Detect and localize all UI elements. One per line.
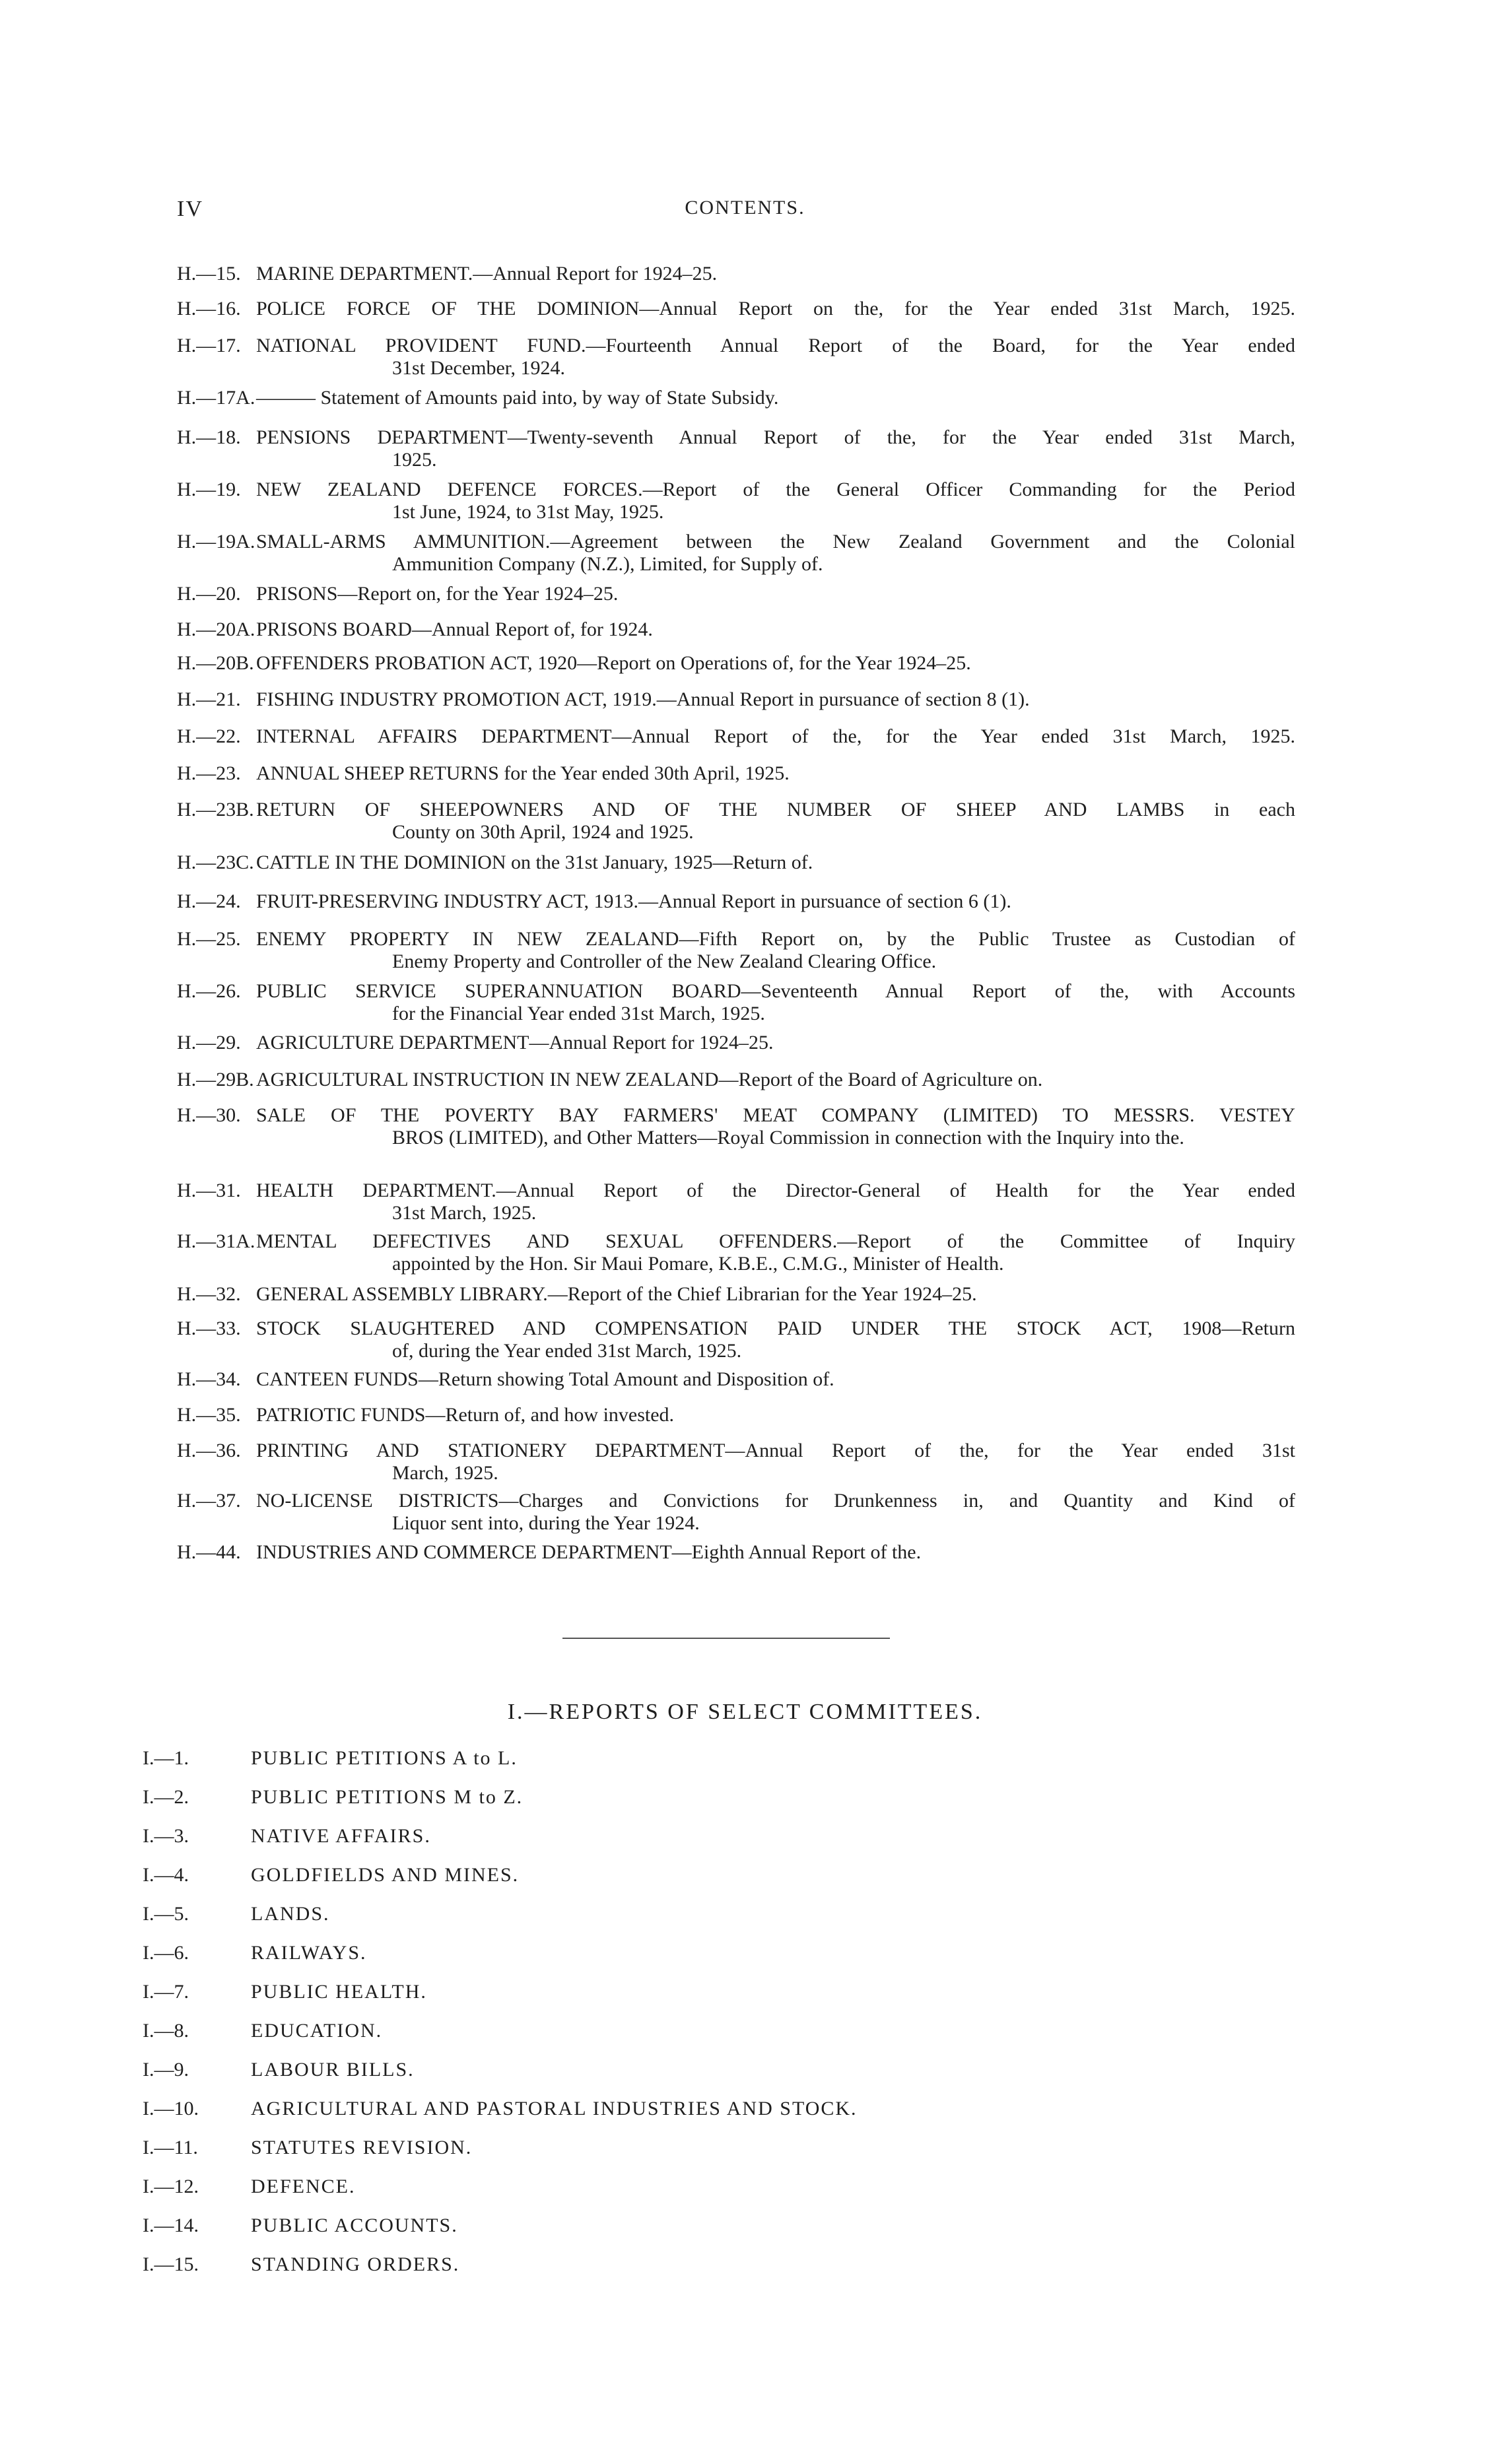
- entry-title: PRINTING AND STATIONERY DEPARTMENT—Annual Report of the, for the Year ended 31st: [256, 1440, 1295, 1461]
- section-title: I.—REPORTS OF SELECT COMMITTEES.: [507, 1700, 983, 1724]
- entry-continuation: 1st June, 1924, to 31st May, 1925.: [392, 501, 664, 523]
- entry-code: H.—20A.: [177, 618, 255, 640]
- entry-title: ANNUAL SHEEP RETURNS for the Year ended 30th April, 1925.: [256, 762, 790, 784]
- entry-title: NATIVE AFFAIRS.: [251, 1825, 431, 1847]
- section-divider: [562, 1638, 890, 1639]
- entry-code: I.—4.: [143, 1864, 189, 1886]
- entry-continuation: March, 1925.: [392, 1462, 498, 1484]
- entry-title: OFFENDERS PROBATION ACT, 1920—Report on Operations of, for the Year 1924–25.: [256, 652, 971, 674]
- entry-title: LANDS.: [251, 1903, 330, 1925]
- entry-continuation: of, during the Year ended 31st March, 1925.: [392, 1340, 742, 1362]
- entry-code: H.—15.: [177, 263, 241, 284]
- page-title: CONTENTS.: [685, 197, 805, 218]
- entry-title: STATUTES REVISION.: [251, 2137, 473, 2158]
- entry-title: INTERNAL AFFAIRS DEPARTMENT—Annual Report of the, for the Year ended 31st March, 1925.: [256, 725, 1295, 747]
- entry-code: I.—12.: [143, 2176, 199, 2197]
- entry-title: PATRIOTIC FUNDS—Return of, and how invested.: [256, 1404, 675, 1426]
- entry-title: GENERAL ASSEMBLY LIBRARY.—Report of the Chief Librarian for the Year 1924–25.: [256, 1283, 977, 1305]
- entry-code: H.—19.: [177, 479, 241, 500]
- entry-title: CATTLE IN THE DOMINION on the 31st January, 1925—Return of.: [256, 851, 813, 873]
- entry-title: CANTEEN FUNDS—Return showing Total Amount and Disposition of.: [256, 1368, 834, 1390]
- entry-code: I.—2.: [143, 1786, 189, 1808]
- entry-code: H.—30.: [177, 1104, 241, 1126]
- entry-code: H.—24.: [177, 890, 241, 912]
- entry-title: ENEMY PROPERTY IN NEW ZEALAND—Fifth Report on, by the Public Trustee as Custodian of: [256, 928, 1295, 950]
- entry-code: H.—17.: [177, 335, 241, 356]
- entry-code: H.—32.: [177, 1283, 241, 1305]
- entry-title: SMALL-ARMS AMMUNITION.—Agreement between the New Zealand Government and the Colonial: [256, 531, 1295, 552]
- entry-title: PRISONS—Report on, for the Year 1924–25.: [256, 583, 619, 605]
- entry-continuation: 31st March, 1925.: [392, 1202, 537, 1224]
- entry-title: GOLDFIELDS AND MINES.: [251, 1864, 520, 1886]
- entry-code: H.—21.: [177, 688, 241, 710]
- entry-continuation: 1925.: [392, 449, 437, 471]
- entry-continuation: 31st December, 1924.: [392, 357, 566, 379]
- entry-code: H.—29.: [177, 1032, 241, 1053]
- entry-title: HEALTH DEPARTMENT.—Annual Report of the Director-General of Health for the Year ended: [256, 1180, 1295, 1201]
- entry-continuation: for the Financial Year ended 31st March, 1925.: [392, 1003, 765, 1024]
- entry-code: I.—11.: [143, 2137, 198, 2158]
- entry-title: PUBLIC PETITIONS M to Z.: [251, 1786, 524, 1808]
- entry-title: PUBLIC ACCOUNTS.: [251, 2214, 458, 2236]
- entry-code: I.—14.: [143, 2214, 199, 2236]
- entry-code: I.—10.: [143, 2098, 199, 2119]
- entry-continuation: Ammunition Company (N.Z.), Limited, for Supply of.: [392, 553, 823, 575]
- entry-continuation: appointed by the Hon. Sir Maui Pomare, K.B.E., C.M.G., Minister of Health.: [392, 1253, 1004, 1275]
- entry-continuation: BROS (LIMITED), and Other Matters—Royal Commission in connection with the Inquiry into the.: [392, 1127, 1184, 1149]
- page-number: IV: [177, 197, 203, 221]
- entry-title: NO-LICENSE DISTRICTS—Charges and Convictions for Drunkenness in, and Quantity and Kind of: [256, 1490, 1295, 1512]
- entry-title: PUBLIC SERVICE SUPERANNUATION BOARD—Seventeenth Annual Report of the, with Accounts: [256, 980, 1295, 1002]
- entry-code: H.—34.: [177, 1368, 241, 1390]
- entry-code: I.—1.: [143, 1747, 189, 1769]
- entry-continuation: Liquor sent into, during the Year 1924.: [392, 1512, 700, 1534]
- entry-title: STANDING ORDERS.: [251, 2253, 460, 2275]
- entry-code: H.—36.: [177, 1440, 241, 1461]
- entry-code: H.—20B.: [177, 652, 254, 674]
- entry-code: H.—23C.: [177, 851, 254, 873]
- entry-code: I.—5.: [143, 1903, 189, 1925]
- entry-title: INDUSTRIES AND COMMERCE DEPARTMENT—Eighth Annual Report of the.: [256, 1541, 922, 1563]
- entry-title: FISHING INDUSTRY PROMOTION ACT, 1919.—Annual Report in pursuance of section 8 (1).: [256, 688, 1030, 710]
- entry-title: PUBLIC PETITIONS A to L.: [251, 1747, 518, 1769]
- entry-code: H.—25.: [177, 928, 241, 950]
- entry-title: MARINE DEPARTMENT.—Annual Report for 1924–25.: [256, 263, 718, 284]
- entry-code: H.—17A.: [177, 387, 255, 409]
- entry-code: H.—26.: [177, 980, 241, 1002]
- entry-continuation: Enemy Property and Controller of the New Zealand Clearing Office.: [392, 950, 937, 972]
- entry-title: NATIONAL PROVIDENT FUND.—Fourteenth Annual Report of the Board, for the Year ended: [256, 335, 1295, 356]
- entry-code: I.—3.: [143, 1825, 189, 1847]
- entry-title: RETURN OF SHEEPOWNERS AND OF THE NUMBER OF SHEEP AND LAMBS in each: [256, 799, 1295, 820]
- entry-code: H.—33.: [177, 1317, 241, 1339]
- entry-title: RAILWAYS.: [251, 1942, 367, 1964]
- entry-code: H.—22.: [177, 725, 241, 747]
- entry-title: PENSIONS DEPARTMENT—Twenty-seventh Annual Report of the, for the Year ended 31st March,: [256, 426, 1295, 448]
- entry-title: POLICE FORCE OF THE DOMINION—Annual Report on the, for the Year ended 31st March, 1925.: [256, 298, 1295, 319]
- entry-title: PRISONS BOARD—Annual Report of, for 1924.: [256, 618, 653, 640]
- entry-code: H.—37.: [177, 1490, 241, 1512]
- entry-title: LABOUR BILLS.: [251, 2059, 415, 2081]
- entry-title: ——— Statement of Amounts paid into, by way of State Subsidy.: [256, 387, 779, 409]
- entry-title: SALE OF THE POVERTY BAY FARMERS' MEAT COMPANY (LIMITED) TO MESSRS. VESTEY: [256, 1104, 1295, 1126]
- entry-code: H.—20.: [177, 583, 241, 605]
- entry-title: STOCK SLAUGHTERED AND COMPENSATION PAID UNDER THE STOCK ACT, 1908—Return: [256, 1317, 1295, 1339]
- entry-continuation: County on 30th April, 1924 and 1925.: [392, 821, 694, 843]
- entry-code: H.—29B.: [177, 1069, 254, 1090]
- entry-title: PUBLIC HEALTH.: [251, 1981, 427, 2003]
- entry-title: AGRICULTURAL AND PASTORAL INDUSTRIES AND STOCK.: [251, 2098, 858, 2119]
- entry-title: EDUCATION.: [251, 2020, 383, 2042]
- entry-code: H.—19A.: [177, 531, 255, 552]
- entry-code: I.—9.: [143, 2059, 189, 2081]
- entry-code: H.—23B.: [177, 799, 254, 820]
- entry-code: H.—44.: [177, 1541, 241, 1563]
- entry-code: H.—31A.: [177, 1230, 255, 1252]
- entry-code: H.—18.: [177, 426, 241, 448]
- entry-title: FRUIT-PRESERVING INDUSTRY ACT, 1913.—Annual Report in pursuance of section 6 (1).: [256, 890, 1011, 912]
- entry-code: H.—35.: [177, 1404, 241, 1426]
- entry-code: I.—15.: [143, 2253, 199, 2275]
- entry-title: AGRICULTURAL INSTRUCTION IN NEW ZEALAND—Report of the Board of Agriculture on.: [256, 1069, 1043, 1090]
- entry-title: MENTAL DEFECTIVES AND SEXUAL OFFENDERS.—Report of the Committee of Inquiry: [256, 1230, 1295, 1252]
- entry-code: H.—16.: [177, 298, 241, 319]
- entry-code: H.—31.: [177, 1180, 241, 1201]
- entry-code: H.—23.: [177, 762, 241, 784]
- entry-title: NEW ZEALAND DEFENCE FORCES.—Report of the General Officer Commanding for the Period: [256, 479, 1295, 500]
- entry-title: DEFENCE.: [251, 2176, 356, 2197]
- entry-code: I.—7.: [143, 1981, 189, 2003]
- entry-title: AGRICULTURE DEPARTMENT—Annual Report for 1924–25.: [256, 1032, 774, 1053]
- entry-code: I.—6.: [143, 1942, 189, 1964]
- entry-code: I.—8.: [143, 2020, 189, 2042]
